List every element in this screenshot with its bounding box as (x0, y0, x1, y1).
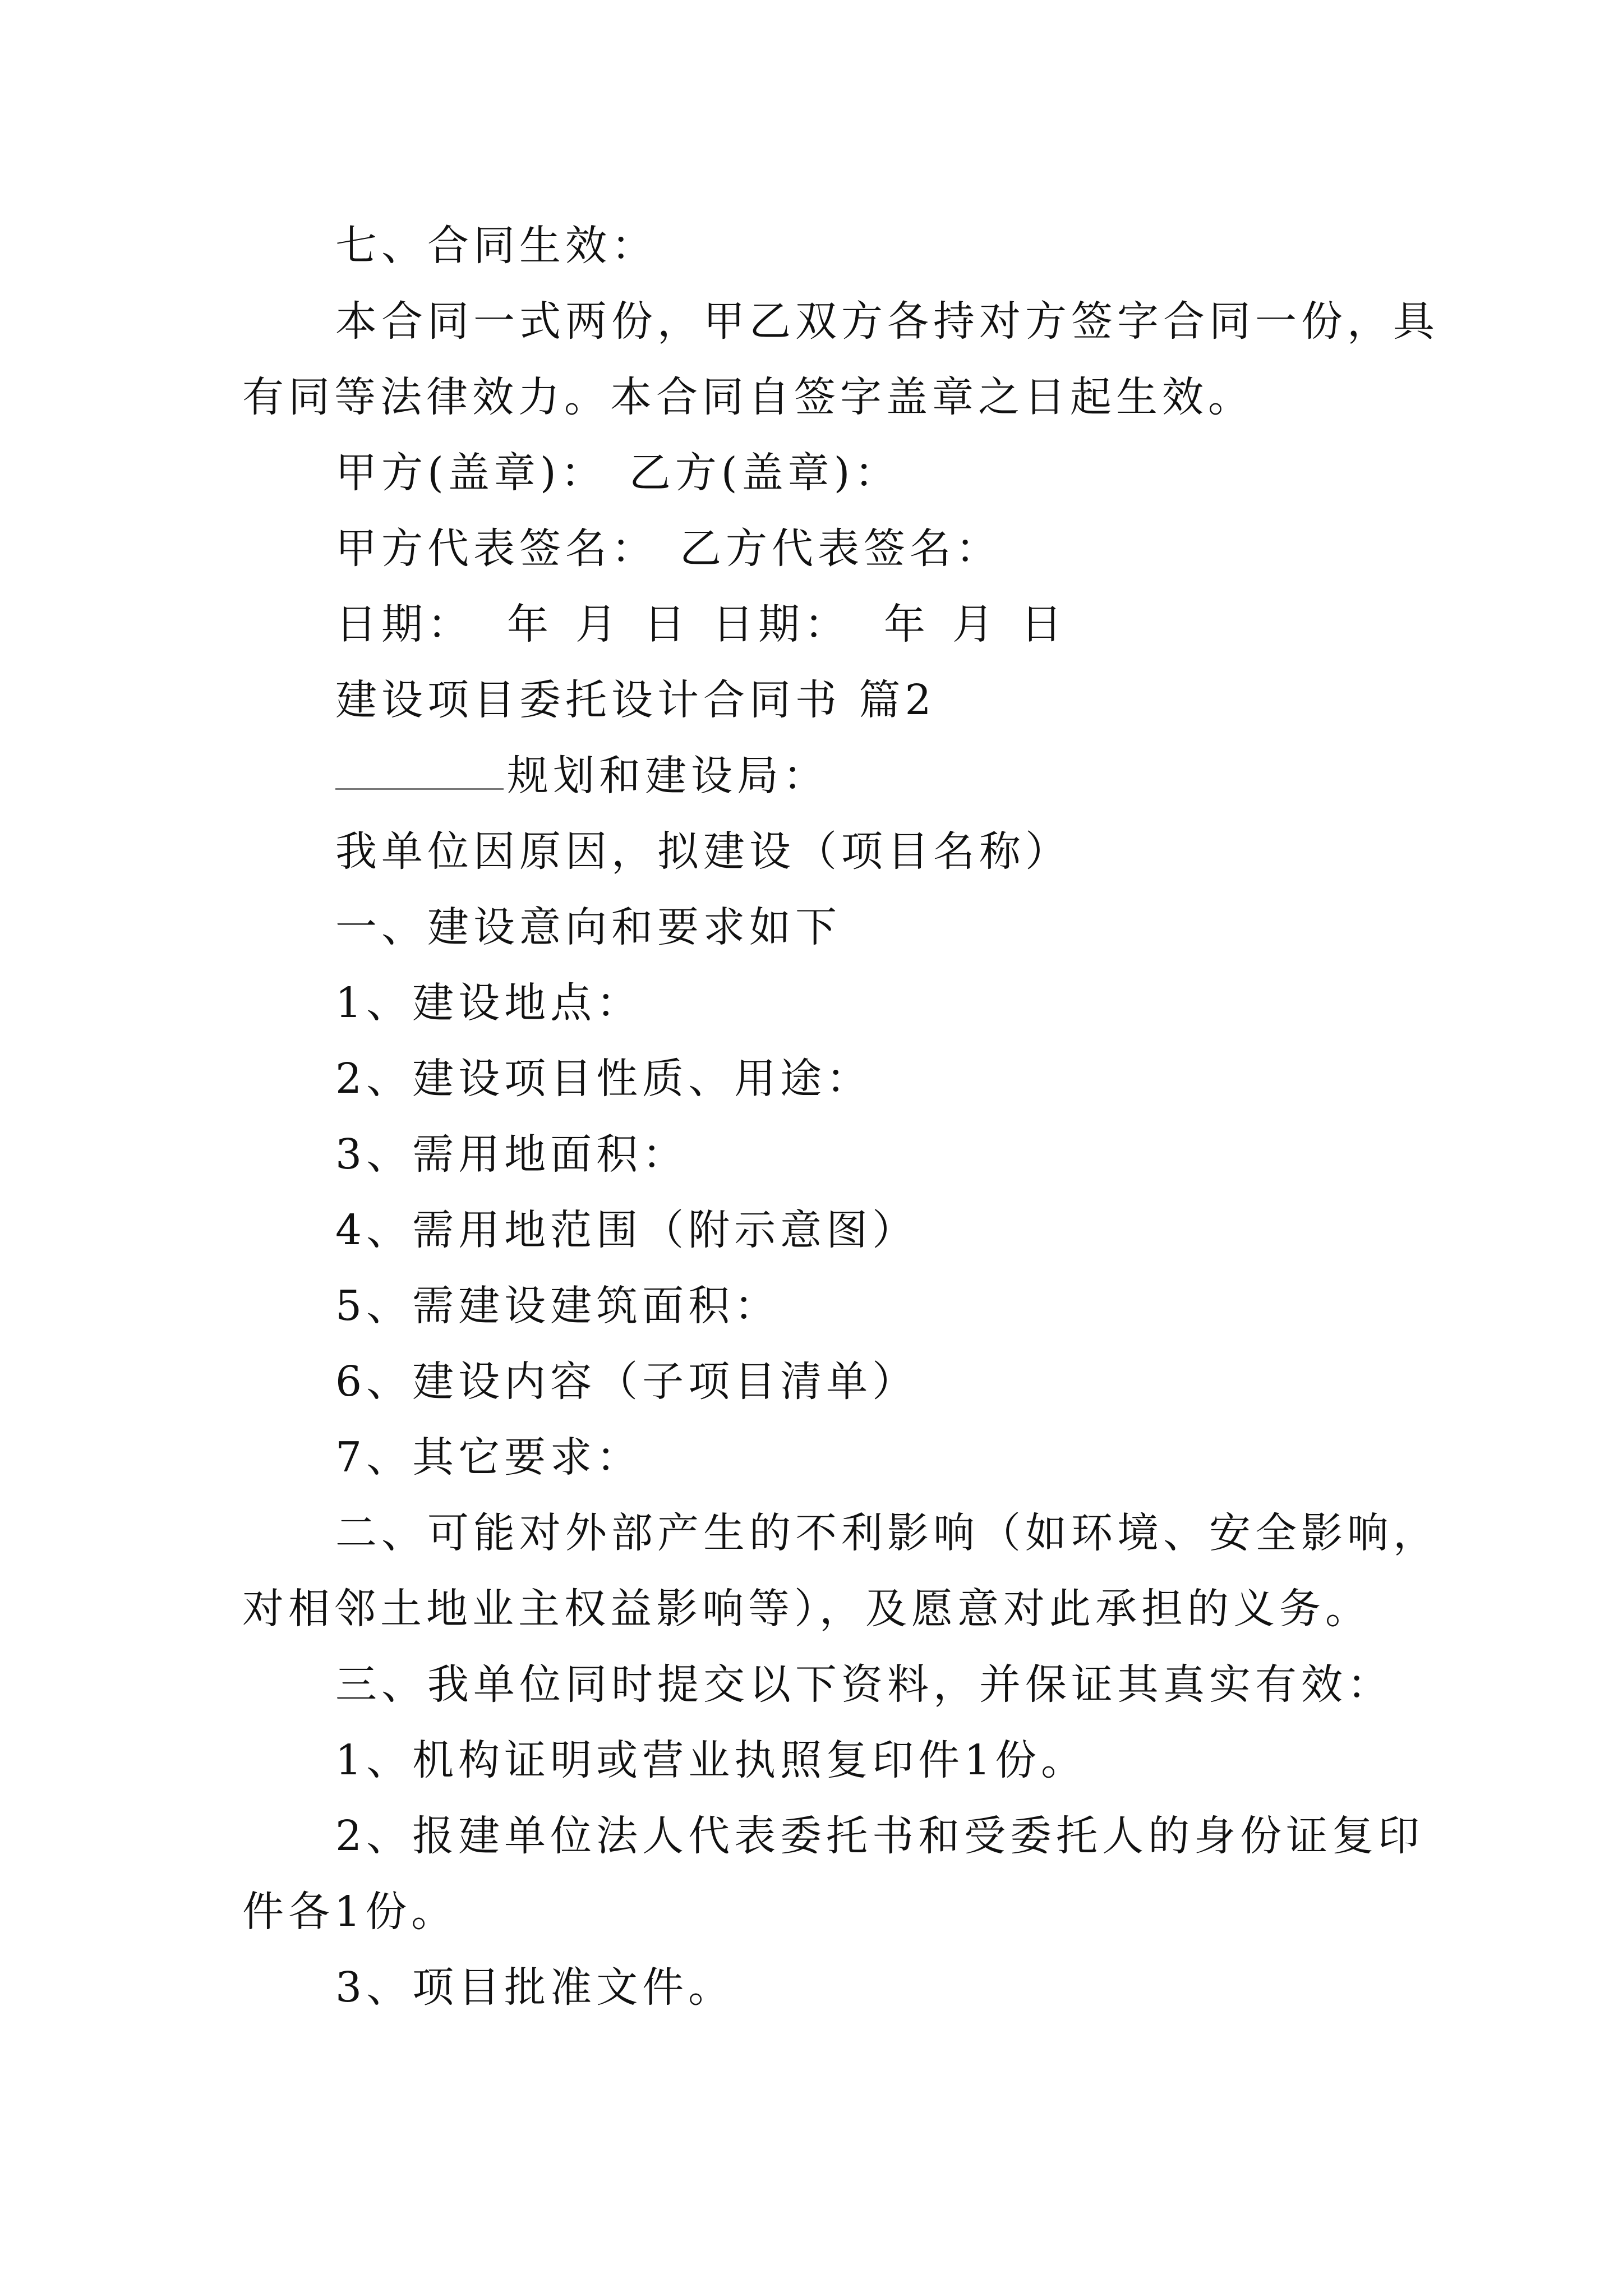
seal-line (335, 445, 901, 501)
addressee-blank (335, 749, 504, 790)
date-a-day: 日 (644, 600, 690, 648)
section-seven-heading: 七、合同生效： (335, 222, 657, 270)
list-item: 6、建设内容（子项目清单） (335, 1358, 919, 1406)
addressee-label: 规划和建设局： (507, 752, 829, 800)
date-a-month: 月 (575, 600, 621, 648)
intro-line: 我单位因原因，拟建设（项目名称） (335, 827, 1071, 876)
date-a-label: 日期： (335, 600, 473, 648)
list-item: 7、其它要求： (335, 1433, 643, 1481)
document-item-3: 3、项目批准文件。 (335, 1963, 735, 2012)
date-b-label: 日期： (712, 600, 850, 648)
party-b-rep-label: 乙方代表签名： (680, 524, 1002, 573)
document-item-2-line-1: 2、报建单位法人代表委托书和受委托人的身份证复印 (335, 1812, 1424, 1860)
list-item: 3、需用地面积： (335, 1130, 689, 1179)
date-a-year: 年 (507, 600, 553, 648)
section-seven-paragraph-line-2: 有同等法律效力。本合同自签字盖章之日起生效。 (242, 373, 1254, 421)
date-b-day: 日 (1021, 600, 1067, 648)
part-two-title: 建设项目委托设计合同书 篇2 (335, 676, 936, 724)
party-b-seal-label: 乙方(盖章)： (629, 449, 901, 497)
section-seven-paragraph-line-1: 本合同一式两份，甲乙双方各持对方签字合同一份，具 (335, 297, 1439, 346)
list-item: 1、建设地点： (335, 979, 643, 1027)
document-item-1: 1、机构证明或营业执照复印件1份。 (335, 1736, 1087, 1784)
section-three-heading: 三、我单位同时提交以下资料，并保证其真实有效： (335, 1660, 1393, 1709)
date-line (335, 596, 1067, 652)
representative-line (335, 521, 1002, 577)
party-a-seal-label: 甲方(盖章)： (335, 449, 607, 497)
date-b-month: 月 (952, 600, 998, 648)
party-a-rep-label: 甲方代表签名： (335, 524, 657, 573)
section-one-heading: 一、建设意向和要求如下 (335, 903, 841, 951)
list-item: 5、需建设建筑面积： (335, 1282, 781, 1330)
section-two-line-1: 二、可能对外部产生的不利影响（如环境、安全影响， (335, 1509, 1439, 1557)
addressee-line (335, 748, 829, 804)
document-item-2-line-2: 件各1份。 (242, 1888, 458, 1936)
list-item: 2、建设项目性质、用途： (335, 1055, 873, 1103)
date-b-year: 年 (884, 600, 930, 648)
list-item: 4、需用地范围（附示意图） (335, 1206, 919, 1254)
section-two-line-2: 对相邻土地业主权益影响等），及愿意对此承担的义务。 (242, 1585, 1371, 1633)
